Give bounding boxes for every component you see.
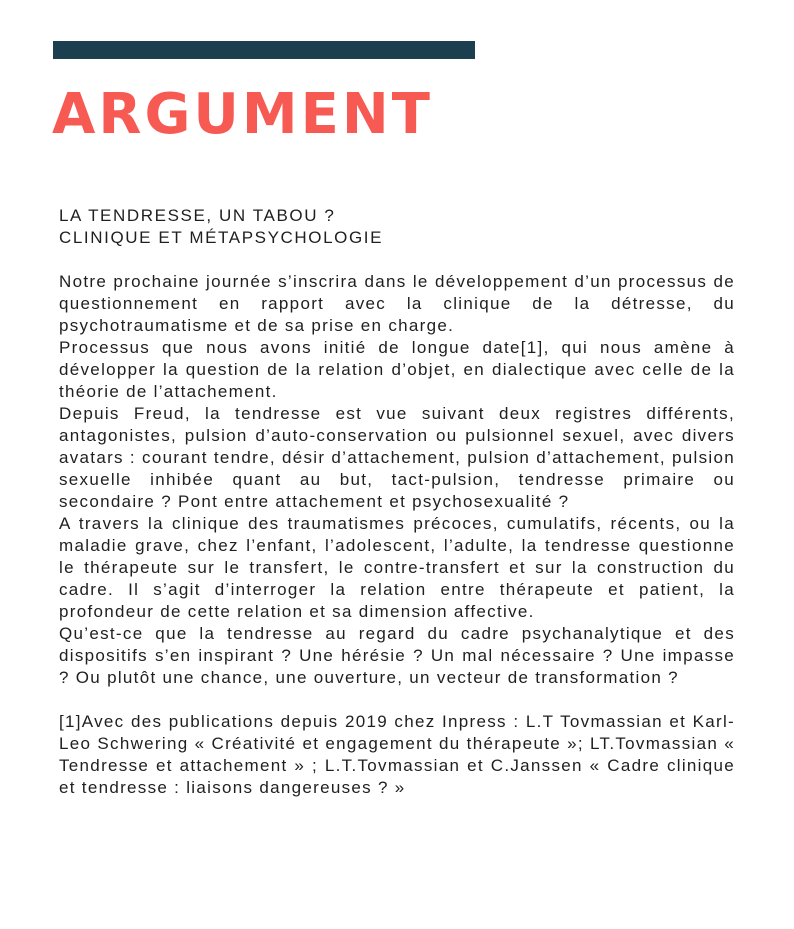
paragraph-freud: Depuis Freud, la tendresse est vue suivant deux registres différents, antagonistes, pulsion d’auto-conservation ou pulsionnel sexuel, avec divers avatars : courant tendre, désir d’attachement, pulsion d’attachement, pulsion sexuelle inhibée quant au but, tact-pulsion, tendresse primaire ou secondaire ? Pont entre attachement et psychosexualité ? (59, 404, 735, 511)
spacer (59, 689, 735, 711)
header-accent-bar (53, 41, 475, 59)
article-content (59, 205, 735, 799)
paragraph-intro: Notre prochaine journée s’inscrira dans le développement d’un processus de questionnement en rapport avec la clinique de la détresse, du psychotraumatisme et de sa prise en charge. (59, 272, 735, 335)
page-title: ARGUMENT (52, 82, 433, 147)
section-heading-line-2: CLINIQUE ET MÉTAPSYCHOLOGIE (59, 228, 384, 247)
section-heading-line-1: LA TENDRESSE, UN TABOU ? (59, 206, 336, 225)
paragraph-clinic: A travers la clinique des traumatismes précoces, cumulatifs, récents, ou la maladie grave, chez l’enfant, l’adolescent, l’adulte, la tendresse questionne le thérapeute sur le transfert, le contre-transfert et sur la construction du cadre. Il s’agit d’interroger la relation entre thérapeute et patient, la profondeur de cette relation et sa dimension affective. (59, 514, 735, 621)
paragraph-process: Processus que nous avons initié de longue date[1], qui nous amène à développer la question de la relation d’objet, en dialectique avec celle de la théorie de l’attachement. (59, 338, 735, 401)
footnote: [1]Avec des publications depuis 2019 chez Inpress : L.T Tovmassian et Karl-Leo Schwering « Créativité et engagement du thérapeute »; LT.Tovmassian « Tendresse et attachement » ; L.T.Tovmassian et C.Janssen « Cadre clinique et tendresse : liaisons dangereuses ? » (59, 712, 735, 797)
paragraph-question: Qu’est-ce que la tendresse au regard du cadre psychanalytique et des dispositifs s’en inspirant ? Une hérésie ? Un mal nécessaire ? Une impasse ? Ou plutôt une chance, une ouverture, un vecteur de transformation ? (59, 624, 735, 687)
spacer (59, 249, 735, 271)
